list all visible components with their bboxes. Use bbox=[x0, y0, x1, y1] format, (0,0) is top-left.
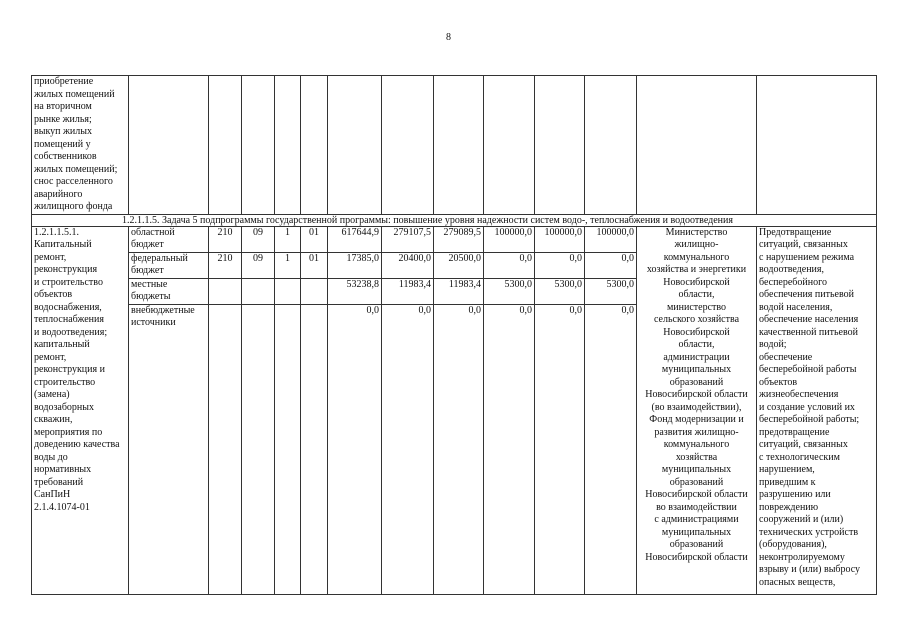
task-title: 1.2.1.1.5. Задача 5 подпрограммы государственной программы: повышение уровня надежности систем водо-, теплоснабжения и водоотведения bbox=[32, 214, 877, 226]
amount-cell: 20400,0 bbox=[382, 252, 434, 278]
code-cell bbox=[242, 304, 275, 594]
amount-cell: 0,0 bbox=[535, 304, 585, 594]
code-cell bbox=[275, 304, 301, 594]
amount-cell: 5300,0 bbox=[585, 278, 637, 304]
funding-source: внебюджетные источники bbox=[129, 304, 209, 594]
code-cell bbox=[209, 278, 242, 304]
code-cell: 210 bbox=[209, 226, 242, 252]
amount-cell: 0,0 bbox=[585, 252, 637, 278]
funding-row bbox=[32, 226, 877, 252]
amount-cell: 5300,0 bbox=[535, 278, 585, 304]
amount-cell: 11983,4 bbox=[382, 278, 434, 304]
code-cell: 1 bbox=[275, 252, 301, 278]
amount-cell: 11983,4 bbox=[434, 278, 484, 304]
amount-cell: 53238,8 bbox=[328, 278, 382, 304]
amount-cell: 0,0 bbox=[484, 252, 535, 278]
executors: Министерство жилищно- коммунального хозяйства и энергетики Новосибирской области, министерство сельского хозяйства Новосибирской области, администрации муниципальных образований Новосибирской области (во взаимодействии), Фонд модернизации и развития жилищно- коммунального хозяйства муниципальных образований Новосибирской области во взаимодействии с администрациями муниципальных образований Новосибирской области bbox=[637, 226, 757, 594]
code-cell: 210 bbox=[209, 252, 242, 278]
task-row bbox=[32, 214, 877, 226]
code-cell: 1 bbox=[275, 226, 301, 252]
code-cell bbox=[301, 304, 328, 594]
amount-cell: 0,0 bbox=[585, 304, 637, 594]
funding-source: областной бюджет bbox=[129, 226, 209, 252]
amount-cell: 5300,0 bbox=[484, 278, 535, 304]
funding-source: федеральный бюджет bbox=[129, 252, 209, 278]
page-number: 8 bbox=[446, 32, 451, 43]
measure-name: 1.2.1.1.5.1. Капитальный ремонт, реконструкция и строительство объектов водоснабжения, теплоснабжения и водоотведения; капитальный ремонт, реконструкция и строительство (замена) водозаборных скважин, мероприятия по доведению качества воды до нормативных требований СанПиН 2.1.4.1074-01 bbox=[32, 226, 129, 594]
code-cell: 01 bbox=[301, 226, 328, 252]
amount-cell: 20500,0 bbox=[434, 252, 484, 278]
amount-cell: 100000,0 bbox=[484, 226, 535, 252]
amount-cell: 100000,0 bbox=[535, 226, 585, 252]
amount-cell: 617644,9 bbox=[328, 226, 382, 252]
code-cell: 01 bbox=[301, 252, 328, 278]
code-cell: 09 bbox=[242, 252, 275, 278]
amount-cell: 100000,0 bbox=[585, 226, 637, 252]
amount-cell: 279107,5 bbox=[382, 226, 434, 252]
amount-cell: 0,0 bbox=[328, 304, 382, 594]
code-cell bbox=[242, 278, 275, 304]
amount-cell: 0,0 bbox=[535, 252, 585, 278]
program-table bbox=[31, 75, 877, 595]
amount-cell: 0,0 bbox=[434, 304, 484, 594]
amount-cell: 17385,0 bbox=[328, 252, 382, 278]
amount-cell: 279089,5 bbox=[434, 226, 484, 252]
code-cell bbox=[275, 278, 301, 304]
amount-cell: 0,0 bbox=[484, 304, 535, 594]
previous-measure-row bbox=[32, 76, 877, 215]
code-cell: 09 bbox=[242, 226, 275, 252]
amount-cell: 0,0 bbox=[382, 304, 434, 594]
code-cell bbox=[209, 304, 242, 594]
code-cell bbox=[301, 278, 328, 304]
expected-result: Предотвращение ситуаций, связанных с нарушением режима водоотведения, бесперебойного обеспечения питьевой водой населения, обеспечение населения качественной питьевой водой; обеспечение бесперебойной работы объектов жизнеобеспечения и создание условий их бесперебойной работы; предотвращение ситуаций, связанных с технологическим нарушением, приведшим к разрушению или повреждению сооружений и (или) технических устройств (оборудования), неконтролируемому взрыву и (или) выбросу опасных веществ, bbox=[757, 226, 877, 594]
funding-source: местные бюджеты bbox=[129, 278, 209, 304]
previous-measure-description: приобретение жилых помещений на вторичном рынке жилья; выкуп жилых помещений у собственников жилых помещений; снос расселенного аварийного жилищного фонда bbox=[32, 76, 129, 215]
